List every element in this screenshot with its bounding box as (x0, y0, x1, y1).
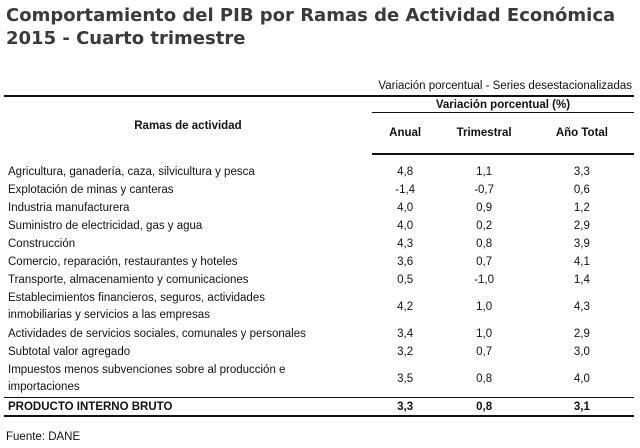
row-name: Construcción (8, 238, 76, 250)
row-trimestral: 1,0 (476, 301, 493, 313)
row-total: 3,3 (573, 166, 590, 178)
row-total: 4,3 (573, 301, 590, 313)
row-total: 4,0 (573, 373, 590, 385)
row-trimestral: 0,9 (476, 202, 493, 214)
row-anual: 4,2 (397, 301, 414, 313)
total-name: PRODUCTO INTERNO BRUTO (4, 398, 372, 417)
row-anual: 4,8 (397, 166, 414, 178)
source-note: Fuente: DANE (6, 431, 81, 443)
row-anual: 3,6 (397, 256, 414, 268)
row-total: 1,2 (573, 202, 590, 214)
total-total: 3,1 (530, 398, 634, 417)
row-name: Actividades de servicios sociales, comunales y personales (8, 328, 306, 340)
table-row (4, 181, 634, 199)
row-anual: 4,0 (397, 220, 414, 232)
header-trimestral: Trimestral (438, 113, 529, 155)
row-name: Comercio, reparación, restaurantes y hoteles (8, 256, 238, 268)
row-trimestral: -0,7 (474, 184, 495, 196)
row-trimestral: 1,0 (476, 328, 493, 340)
row-trimestral: 0,8 (476, 238, 493, 250)
table-row (4, 271, 634, 289)
table-subtitle: Variación porcentual - Series desestacionalizadas (378, 80, 632, 92)
table-row (4, 163, 634, 181)
row-name-line-1: Establecimientos financieros, seguros, actividades (8, 292, 265, 304)
row-total: 0,6 (573, 184, 590, 196)
page-title (6, 4, 615, 50)
table-row (4, 235, 634, 253)
row-total: 2,9 (573, 220, 590, 232)
row-name: Agricultura, ganadería, caza, silvicultura y pesca (8, 166, 255, 178)
row-total: 2,9 (573, 328, 590, 340)
row-anual: 0,5 (397, 274, 414, 286)
row-name-line-2: importaciones (8, 381, 80, 393)
row-trimestral: 0,8 (476, 373, 493, 385)
pib-table (4, 95, 634, 417)
header-anio-total: Año Total (530, 113, 634, 155)
total-row (4, 398, 634, 417)
row-name (4, 289, 372, 325)
header-ramas: Ramas de actividad (134, 119, 242, 132)
title-line-2: 2015 - Cuarto trimestre (6, 28, 246, 49)
table-row (4, 361, 634, 398)
header-anual: Anual (372, 113, 439, 155)
row-trimestral: 0,7 (476, 346, 493, 358)
row-total: 4,1 (573, 256, 590, 268)
row-name: Explotación de minas y canteras (8, 184, 174, 196)
row-trimestral: -1,0 (474, 274, 495, 286)
table-row (4, 253, 634, 271)
row-name: Industria manufacturera (8, 202, 130, 214)
table-row (4, 325, 634, 343)
table-row (4, 199, 634, 217)
row-name: Subtotal valor agregado (8, 346, 131, 358)
table-row (4, 289, 634, 325)
row-trimestral: 1,1 (476, 166, 493, 178)
row-name-line-2: inmobiliarias y servicios a las empresas (8, 309, 210, 321)
row-total: 3,9 (573, 238, 590, 250)
row-total: 1,4 (573, 274, 590, 286)
row-anual: -1,4 (395, 184, 416, 196)
header-variacion: Variación porcentual (%) (372, 96, 634, 113)
row-anual: 3,2 (397, 346, 414, 358)
total-trimestral: 0,8 (438, 398, 529, 417)
row-name (4, 361, 372, 398)
table-row (4, 217, 634, 235)
total-anual: 3,3 (372, 398, 439, 417)
title-line-1: Comportamiento del PIB por Ramas de Actividad Económica (6, 5, 616, 26)
row-name-line-1: Impuestos menos subvenciones sobre al producción e (8, 364, 286, 376)
row-trimestral: 0,2 (476, 220, 493, 232)
row-anual: 3,4 (397, 328, 414, 340)
row-anual: 4,3 (397, 238, 414, 250)
row-anual: 3,5 (397, 373, 414, 385)
row-name: Suministro de electricidad, gas y agua (8, 220, 203, 232)
table-row (4, 343, 634, 361)
row-name: Transporte, almacenamiento y comunicaciones (8, 274, 249, 286)
row-total: 3,0 (573, 346, 590, 358)
row-anual: 4,0 (397, 202, 414, 214)
row-trimestral: 0,7 (476, 256, 493, 268)
